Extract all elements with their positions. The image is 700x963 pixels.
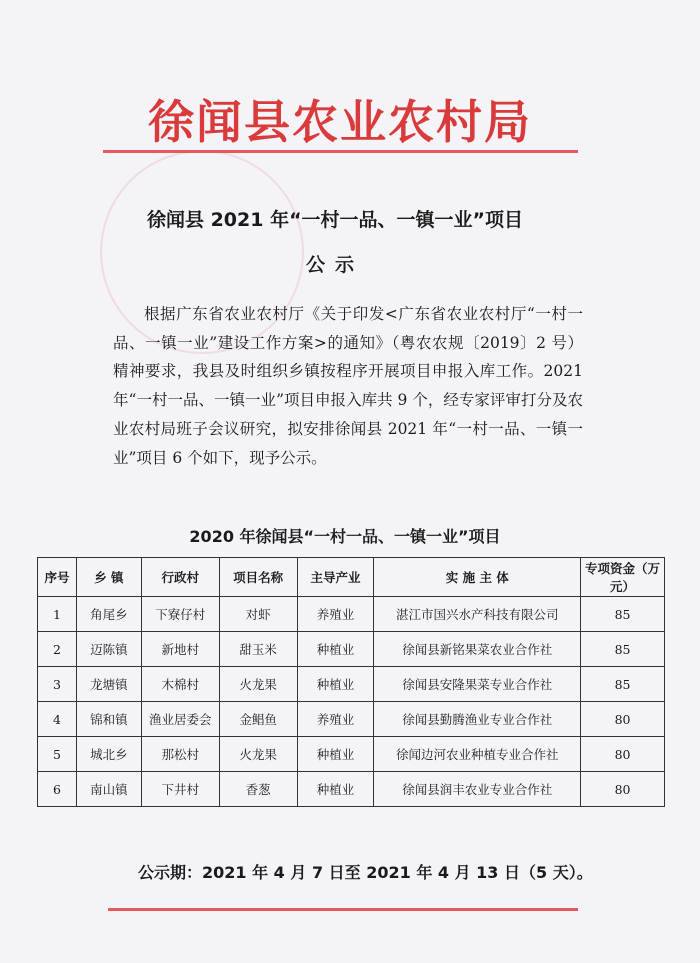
- document-subtitle: 公示: [305, 254, 364, 276]
- cell-village: 下寮仔村: [141, 597, 219, 632]
- cell-index: 5: [38, 737, 77, 772]
- cell-index: 3: [38, 667, 77, 702]
- cell-village: 新地村: [141, 632, 219, 667]
- cell-entity: 徐闻边河农业种植专业合作社: [374, 737, 581, 772]
- cell-index: 4: [38, 702, 77, 737]
- cell-project: 火龙果: [219, 667, 297, 702]
- cell-town: 角尾乡: [76, 597, 141, 632]
- cell-town: 龙塘镇: [76, 667, 141, 702]
- project-table: [37, 557, 665, 807]
- header-cell: 项目名称: [219, 558, 297, 597]
- header-cell: 主导产业: [297, 558, 374, 597]
- table-row: [38, 632, 665, 667]
- table-title: 2020 年徐闻县“一村一品、一镇一业”项目: [189, 527, 501, 546]
- cell-entity: 徐闻县勤腾渔业专业合作社: [374, 702, 581, 737]
- cell-funds: 80: [581, 702, 665, 737]
- cell-industry: 种植业: [297, 772, 374, 807]
- publicity-period: 公示期：2021 年 4 月 7 日至 2021 年 4 月 13 日（5 天）。: [138, 863, 593, 882]
- cell-town: 南山镇: [76, 772, 141, 807]
- cell-town: 迈陈镇: [76, 632, 141, 667]
- letterhead: 徐闻县农业农村局: [148, 95, 532, 149]
- table-row: [38, 702, 665, 737]
- cell-project: 火龙果: [219, 737, 297, 772]
- header-cell: 行政村: [141, 558, 219, 597]
- cell-entity: 徐闻县新铭果菜农业合作社: [374, 632, 581, 667]
- table-row: [38, 737, 665, 772]
- cell-entity: 湛江市国兴水产科技有限公司: [374, 597, 581, 632]
- cell-project: 金鲳鱼: [219, 702, 297, 737]
- cell-funds: 80: [581, 737, 665, 772]
- header-cell: 乡 镇: [76, 558, 141, 597]
- document-title: 徐闻县 2021 年“一村一品、一镇一业”项目: [146, 209, 524, 231]
- cell-funds: 85: [581, 632, 665, 667]
- cell-industry: 种植业: [297, 737, 374, 772]
- cell-index: 2: [38, 632, 77, 667]
- cell-village: 下井村: [141, 772, 219, 807]
- table-row: [38, 772, 665, 807]
- header-cell: 实 施 主 体: [374, 558, 581, 597]
- cell-entity: 徐闻县安隆果菜专业合作社: [374, 667, 581, 702]
- cell-village: 那松村: [141, 737, 219, 772]
- cell-project: 甜玉米: [219, 632, 297, 667]
- body-paragraph: 根据广东省农业农村厅《关于印发<广东省农业农村厅“一村一品、一镇一业”建设工作方案>的通知》（粤农农规〔2019〕2 号）精神要求，我县及时组织乡镇按程序开展项目申报入库工作。2021 年“一村一品、一镇一业”项目申报入库共 9 个，经专家评审打分及农业农村局班子会议研究，拟安排徐闻县 2021 年“一村一品、一镇一业”项目 6 个如下，现予公示。: [113, 305, 583, 467]
- cell-town: 城北乡: [76, 737, 141, 772]
- footer-red-rule: [108, 908, 578, 911]
- cell-funds: 85: [581, 667, 665, 702]
- cell-project: 对虾: [219, 597, 297, 632]
- cell-funds: 80: [581, 772, 665, 807]
- cell-industry: 种植业: [297, 632, 374, 667]
- table-row: [38, 667, 665, 702]
- cell-project: 香葱: [219, 772, 297, 807]
- cell-industry: 养殖业: [297, 597, 374, 632]
- header-cell: 序号: [38, 558, 77, 597]
- cell-village: 渔业居委会: [141, 702, 219, 737]
- table-header-row: [38, 558, 665, 597]
- letterhead-red-rule: [103, 150, 578, 153]
- cell-industry: 种植业: [297, 667, 374, 702]
- cell-index: 1: [38, 597, 77, 632]
- cell-village: 木棉村: [141, 667, 219, 702]
- cell-funds: 85: [581, 597, 665, 632]
- cell-town: 锦和镇: [76, 702, 141, 737]
- cell-index: 6: [38, 772, 77, 807]
- cell-industry: 养殖业: [297, 702, 374, 737]
- table-row: [38, 597, 665, 632]
- header-cell: 专项资金（万元）: [581, 558, 665, 597]
- cell-entity: 徐闻县润丰农业专业合作社: [374, 772, 581, 807]
